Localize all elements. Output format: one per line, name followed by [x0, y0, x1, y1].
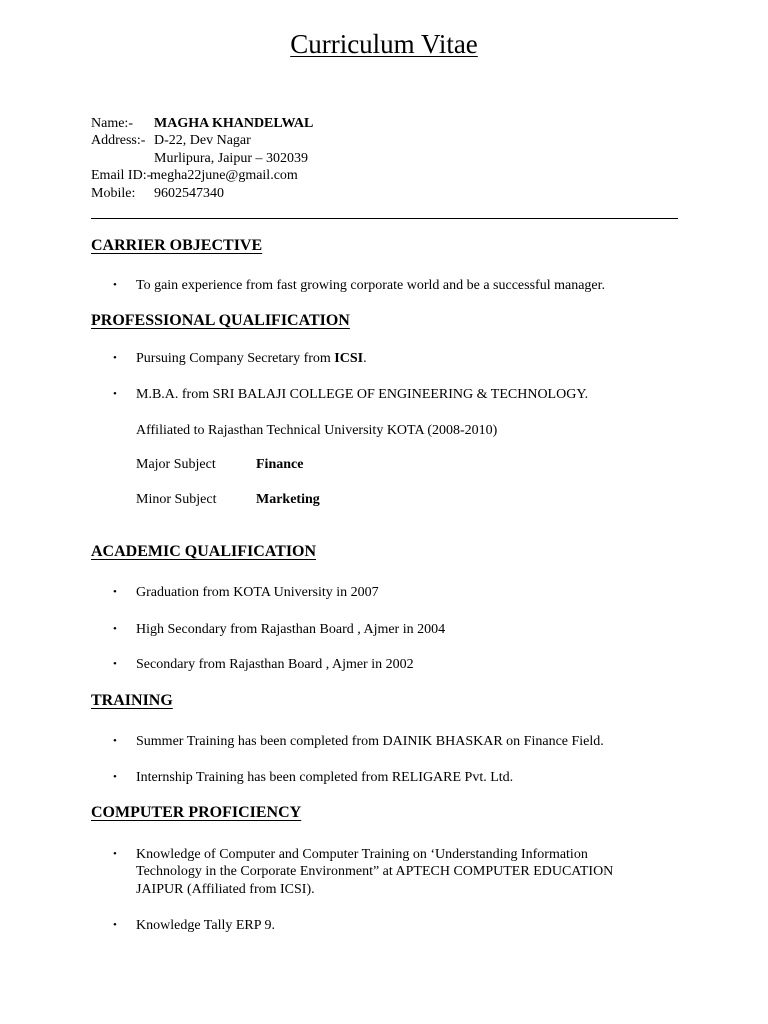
bullet-icon: • [113, 388, 117, 400]
professional-item-cs-suffix: . [363, 351, 367, 366]
name-value: MAGHA KHANDELWAL [154, 116, 314, 131]
mobile-label: Mobile: [91, 186, 136, 201]
computer-item-line-1: Knowledge of Computer and Computer Training on ‘Understanding Information [136, 847, 588, 862]
objective-heading: CARRIER OBJECTIVE [91, 237, 263, 254]
professional-item-mba: M.B.A. from SRI BALAJI COLLEGE OF ENGINEERING & TECHNOLOGY. [136, 387, 589, 402]
computer-item-line-3: JAIPUR (Affiliated from ICSI). [136, 882, 315, 897]
bullet-icon: • [113, 352, 117, 364]
address-line-2: Murlipura, Jaipur – 302039 [154, 151, 308, 166]
academic-item: Graduation from KOTA University in 2007 [136, 585, 379, 600]
computer-item-tally: Knowledge Tally ERP 9. [136, 918, 276, 933]
email-label: Email ID:- [91, 168, 152, 183]
bullet-icon: • [113, 658, 117, 670]
minor-subject-value: Marketing [256, 492, 320, 507]
academic-item: Secondary from Rajasthan Board , Ajmer in 2002 [136, 657, 414, 672]
bullet-icon: • [113, 848, 117, 860]
minor-subject-label: Minor Subject [136, 492, 217, 507]
academic-heading: ACADEMIC QUALIFICATION [91, 543, 317, 560]
training-heading: TRAINING [91, 692, 173, 709]
objective-item: To gain experience from fast growing corporate world and be a successful manager. [136, 278, 606, 293]
address-line-1: D-22, Dev Nagar [154, 133, 251, 148]
computer-item-line-2: Technology in the Corporate Environment” at APTECH COMPUTER EDUCATION [136, 864, 614, 879]
bullet-icon: • [113, 735, 117, 747]
professional-item-cs-prefix: Pursuing Company Secretary from [136, 351, 335, 366]
bullet-icon: • [113, 919, 117, 931]
training-item: Internship Training has been completed from RELIGARE Pvt. Ltd. [136, 770, 514, 785]
training-item: Summer Training has been completed from DAINIK BHASKAR on Finance Field. [136, 734, 604, 749]
major-subject-value: Finance [256, 457, 304, 472]
header-divider [91, 218, 678, 219]
bullet-icon: • [113, 586, 117, 598]
bullet-icon: • [113, 623, 117, 635]
bullet-icon: • [113, 771, 117, 783]
name-label: Name:- [91, 116, 133, 131]
academic-item: High Secondary from Rajasthan Board , Ajmer in 2004 [136, 622, 446, 637]
mba-affiliation: Affiliated to Rajasthan Technical University KOTA (2008-2010) [136, 423, 498, 438]
major-subject-label: Major Subject [136, 457, 216, 472]
computer-heading: COMPUTER PROFICIENCY [91, 804, 302, 821]
mobile-value: 9602547340 [154, 186, 224, 201]
address-label: Address:- [91, 133, 146, 148]
bullet-icon: • [113, 279, 117, 291]
document-title: Curriculum Vitae [290, 29, 478, 59]
professional-heading: PROFESSIONAL QUALIFICATION [91, 312, 350, 329]
professional-item-cs-institute: ICSI [334, 351, 364, 366]
professional-item-cs [136, 350, 367, 367]
email-value: megha22june@gmail.com [150, 168, 298, 183]
